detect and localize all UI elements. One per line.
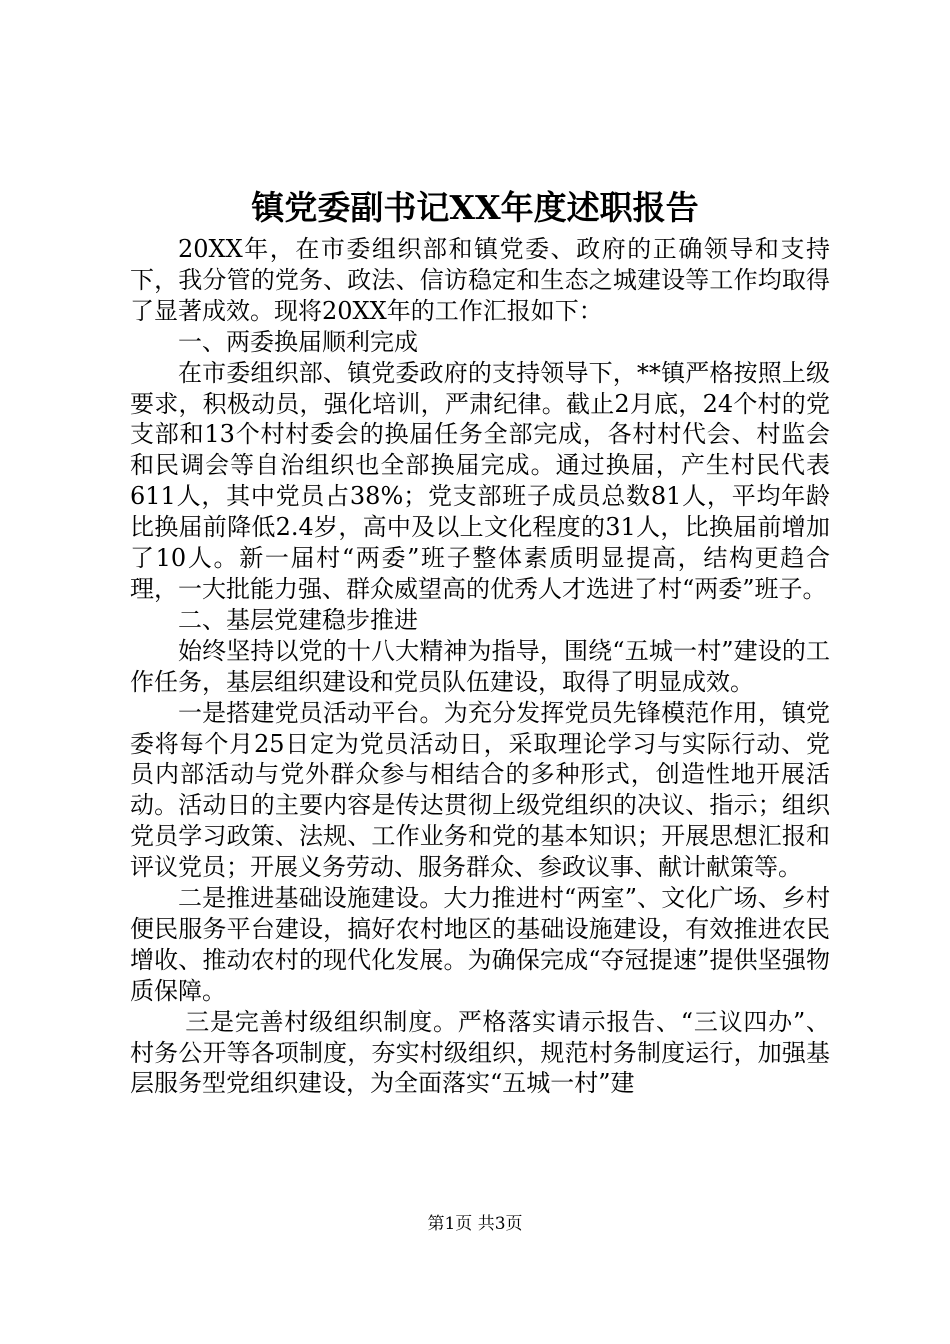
section-heading-2: 二、基层党建稳步推进: [178, 605, 418, 634]
paragraph-party-building: 始终坚持以党的十八大精神为指导，围绕“五城一村”建设的工作任务，基层组织建设和党员队伍建设，取得了明显成效。: [130, 636, 830, 696]
paragraph-infrastructure: 二是推进基础设施建设。大力推进村“两室”、文化广场、乡村便民服务平台建设，搞好农村地区的基础设施建设，有效推进农民增收、推动农村的现代化发展。为确保完成“夺冠提速”提供坚强物质保障。: [130, 884, 830, 1005]
paragraph-activity-platform: 一是搭建党员活动平台。为充分发挥党员先锋模范作用，镇党委将每个月25日定为党员活动日，采取理论学习与实际行动、党员内部活动与党外群众参与相结合的多种形式，创造性地开展活动。活动日的主要内容是传达贯彻上级党组织的决议、指示；组织党员学习政策、法规、工作业务和党的基本知识；开展思想汇报和评议党员；开展义务劳动、服务群众、参政议事、献计献策等。: [130, 698, 830, 882]
document-body: [130, 234, 830, 1099]
page-footer: 第1页 共3页: [427, 1214, 523, 1234]
paragraph-village-system: 三是完善村级组织制度。严格落实请示报告、“三议四办”、村务公开等各项制度，夯实村级组织，规范村务制度运行，加强基层服务型党组织建设，为全面落实“五城一村”建: [130, 1007, 830, 1098]
document-title: 镇党委副书记XX年度述职报告: [251, 188, 699, 227]
paragraph-intro: 20XX年，在市委组织部和镇党委、政府的正确领导和支持下，我分管的党务、政法、信访稳定和生态之城建设等工作均取得了显著成效。现将20XX年的工作汇报如下：: [130, 235, 830, 325]
section-heading-1: 一、两委换届顺利完成: [178, 327, 418, 356]
paragraph-election: 在市委组织部、镇党委政府的支持领导下，**镇严格按照上级要求，积极动员，强化培训，严肃纪律。截止2月底，24个村的党支部和13个村村委会的换届任务全部完成，各村村代会、村监会和民调会等自治组织也全部换届完成。通过换届，产生村民代表611人，其中党员占38%；党支部班子成员总数81人，平均年龄比换届前降低2.4岁，高中及以上文化程度的31人，比换届前增加了10人。新一届村“两委”班子整体素质明显提高，结构更趋合理，一大批能力强、群众威望高的优秀人才选进了村“两委”班子。: [130, 358, 830, 603]
